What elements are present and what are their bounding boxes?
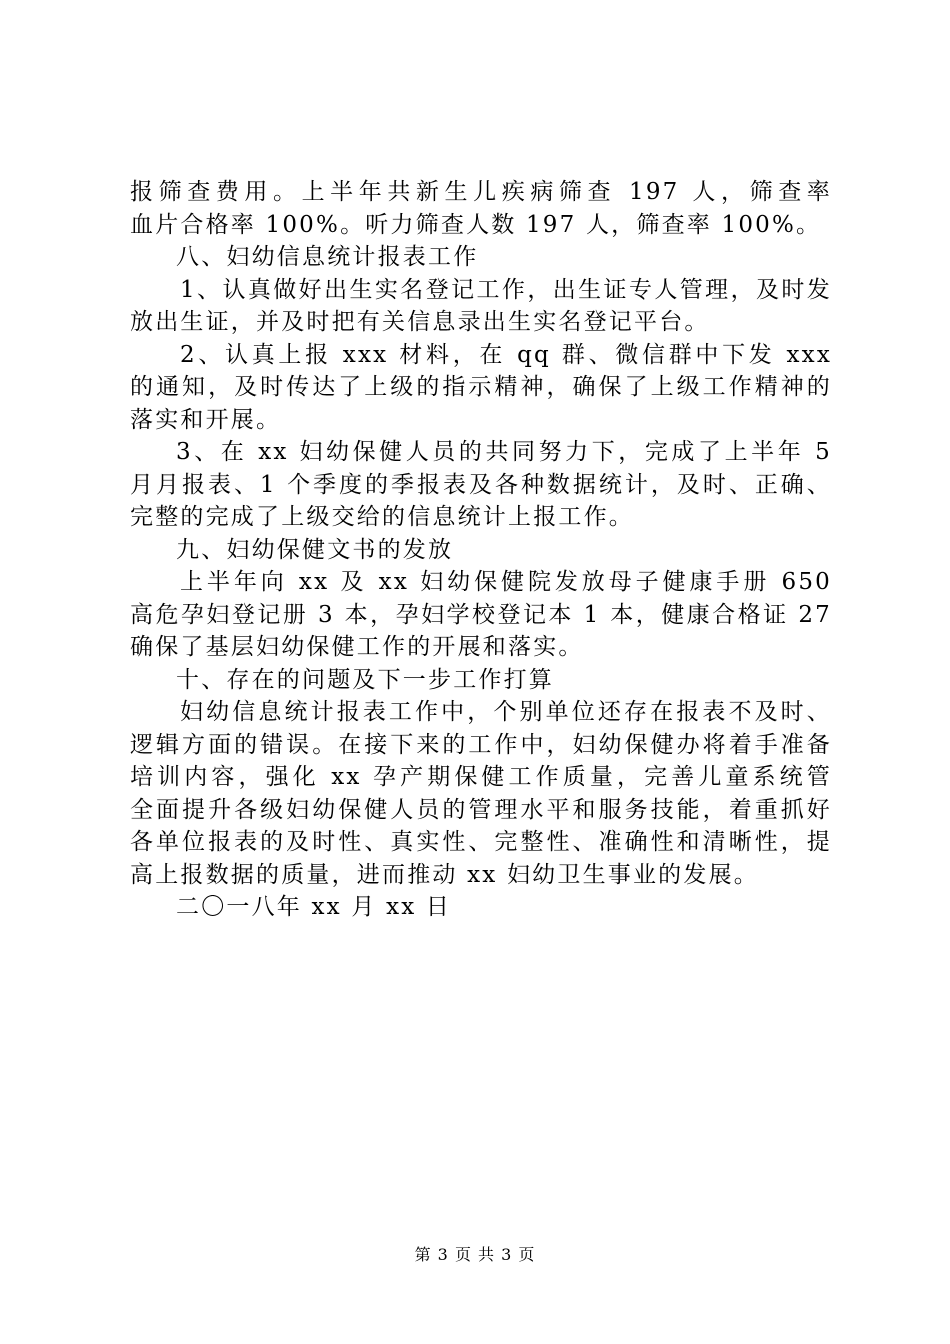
paragraph-line: 血片合格率 100%。听力筛查人数 197 人，筛查率 100%。 [130, 211, 822, 238]
paragraph-line: 报筛查费用。上半年共新生儿疾病筛查 197 人，筛查率 [130, 179, 832, 205]
paragraph-line: 放出生证，并及时把有关信息录出生实名登记平台。 [130, 309, 710, 335]
paragraph-line: 月月报表、1 个季度的季报表及各种数据统计，及时、正确、 [130, 471, 832, 498]
paragraph-line: 培训内容，强化 xx 孕产期保健工作质量，完善儿童系统管 [130, 764, 832, 790]
page-number-footer: 第 3 页 共 3 页 [414, 1245, 536, 1264]
paragraph-line: 落实和开展。 [130, 406, 282, 433]
section-heading: 八、妇幼信息统计报表工作 [176, 244, 479, 270]
paragraph-line: 确保了基层妇幼保健工作的开展和落实。 [130, 634, 584, 660]
paragraph-line: 高上报数据的质量，进而推动 xx 妇幼卫生事业的发展。 [130, 861, 759, 888]
paragraph-line: 3、在 xx 妇幼保健人员的共同努力下，完成了上半年 5 [176, 439, 832, 465]
paragraph-line: 全面提升各级妇幼保健人员的管理水平和服务技能，着重抓好 [130, 796, 832, 823]
section-heading: 九、妇幼保健文书的发放 [176, 536, 454, 563]
section-heading: 十、存在的问题及下一步工作打算 [176, 666, 554, 693]
paragraph-line: 妇幼信息统计报表工作中，个别单位还存在报表不及时、 [180, 699, 832, 725]
paragraph-line: 高危孕妇登记册 3 本，孕妇学校登记本 1 本，健康合格证 27 [130, 601, 832, 628]
paragraph-line: 1、认真做好出生实名登记工作，出生证专人管理，及时发 [180, 276, 832, 303]
paragraph-line: 上半年向 xx 及 xx 妇幼保健院发放母子健康手册 650 [180, 569, 832, 595]
paragraph-line: 的通知，及时传达了上级的指示精神，确保了上级工作精神的 [130, 374, 832, 400]
document-body [130, 176, 832, 924]
paragraph-line: 完整的完成了上级交给的信息统计上报工作。 [130, 504, 634, 530]
paragraph-line: 各单位报表的及时性、真实性、完整性、准确性和清晰性，提 [130, 829, 832, 855]
paragraph-line: 2、认真上报 xxx 材料，在 qq 群、微信群中下发 xxx [180, 341, 832, 368]
paragraph-line: 逻辑方面的错误。在接下来的工作中，妇幼保健办将着手准备 [130, 731, 832, 758]
document-date: 二〇一八年 xx 月 xx 日 [176, 894, 452, 920]
